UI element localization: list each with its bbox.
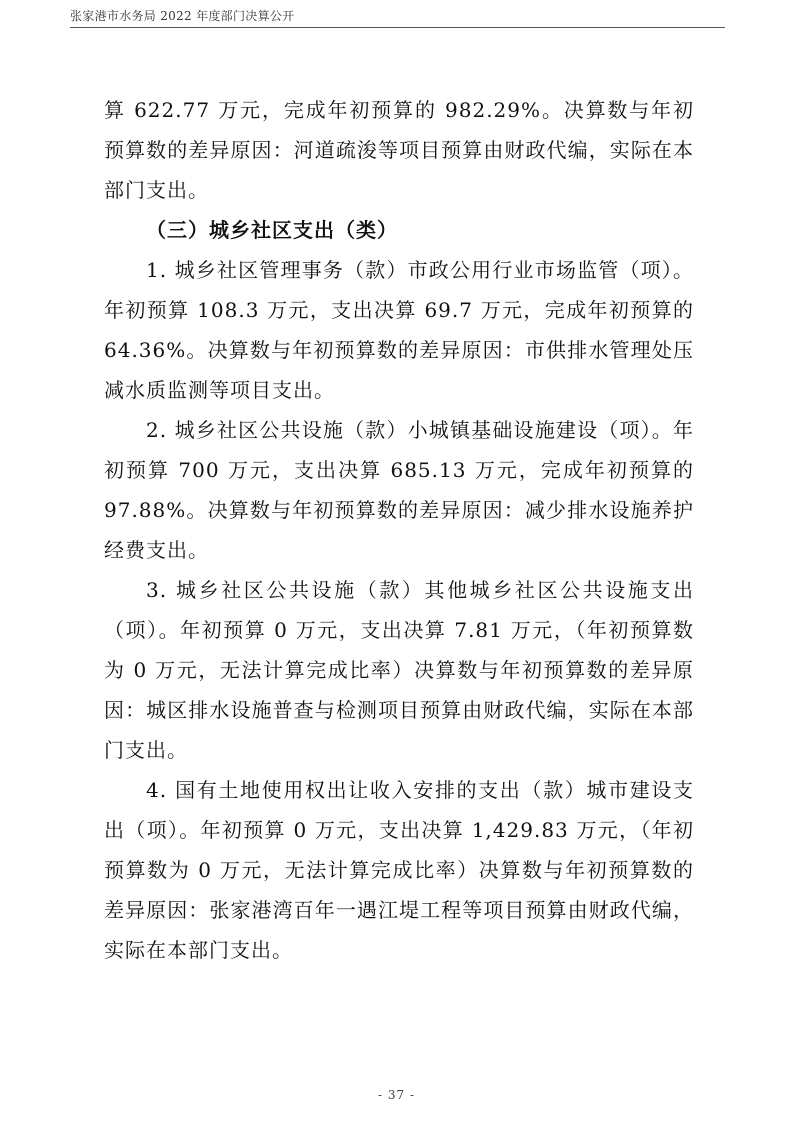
- paragraph-item-3: 3. 城乡社区公共设施（款）其他城乡社区公共设施支出（项）。年初预算 0 万元，支出决算 7.81 万元，（年初预算数为 0 万元，无法计算完成比率）决算数与年初预算数的差异原因：城区排水设施普查与检测项目预算由财政代编，实际在本部门支出。: [104, 578, 694, 762]
- page-header: 张家港市水务局 2022 年度部门决算公开: [70, 9, 295, 23]
- paragraph-continuation: 算 622.77 万元，完成年初预算的 982.29%。决算数与年初预算数的差异原因：河道疏浚等项目预算由财政代编，实际在本部门支出。: [104, 98, 694, 202]
- header-divider: [70, 27, 725, 28]
- paragraph-item-4: 4. 国有土地使用权出让收入安排的支出（款）城市建设支出（项）。年初预算 0 万元，支出决算 1,429.83 万元，（年初预算数为 0 万元，无法计算完成比率）决算数与年初预算数的差异原因：张家港湾百年一遇江堤工程等项目预算由财政代编，实际在本部门支出。: [104, 778, 694, 962]
- paragraph-item-1: 1. 城乡社区管理事务（款）市政公用行业市场监管（项）。年初预算 108.3 万元，支出决算 69.7 万元，完成年初预算的 64.36%。决算数与年初预算数的差异原因：市供排水管理处压减水质监测等项目支出。: [104, 258, 694, 402]
- section-heading: （三）城乡社区支出（类）: [146, 218, 398, 242]
- document-body: [104, 90, 694, 970]
- paragraph-item-2: 2. 城乡社区公共设施（款）小城镇基础设施建设（项）。年初预算 700 万元，支出决算 685.13 万元，完成年初预算的 97.88%。决算数与年初预算数的差异原因：减少排水设施养护经费支出。: [104, 418, 694, 562]
- page-number: - 37 -: [377, 1088, 415, 1102]
